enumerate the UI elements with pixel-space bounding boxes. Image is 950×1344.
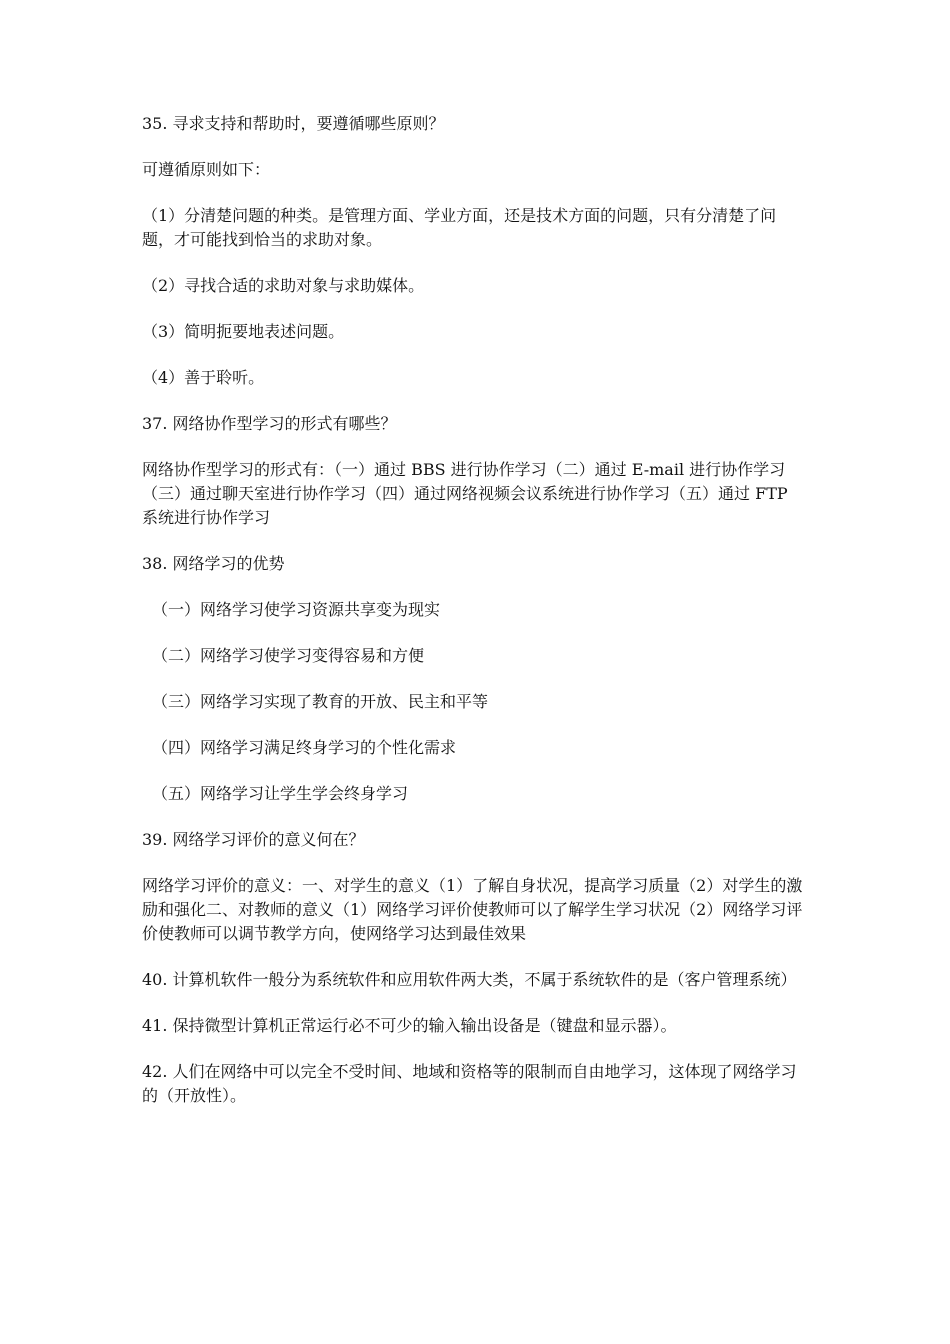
question-35-item-3: （3）简明扼要地表述问题。 [142, 322, 345, 341]
question-39-title: 39. 网络学习评价的意义何在？ [142, 830, 365, 849]
question-37-title: 37. 网络协作型学习的形式有哪些？ [142, 414, 397, 433]
question-37-answer: 网络协作型学习的形式有：（一）通过 BBS 进行协作学习（二）通过 E-mail 进行协作学习（三）通过聊天室进行协作学习（四）通过网络视频会议系统进行协作学习（五）通过 FTP 系统进行协作学习 [142, 460, 788, 527]
question-35-title: 35. 寻求支持和帮助时，要遵循哪些原则？ [142, 114, 445, 133]
question-35-item-4: （4）善于聆听。 [142, 368, 265, 387]
question-42: 42. 人们在网络中可以完全不受时间、地域和资格等的限制而自由地学习，这体现了网络学习的（开放性）。 [142, 1062, 797, 1105]
question-39-answer: 网络学习评价的意义：一、对学生的意义（1）了解自身状况，提高学习质量（2）对学生的激励和强化二、对教师的意义（1）网络学习评价使教师可以了解学生学习状况（2）网络学习评价使教师可以调节教学方向，使网络学习达到最佳效果 [142, 876, 803, 943]
question-38-item-2: （二）网络学习使学习变得容易和方便 [152, 646, 425, 665]
question-38-item-3: （三）网络学习实现了教育的开放、民主和平等 [152, 692, 489, 711]
question-38-item-5: （五）网络学习让学生学会终身学习 [152, 784, 409, 803]
question-38-item-4: （四）网络学习满足终身学习的个性化需求 [152, 738, 457, 757]
document-body [142, 112, 808, 1130]
question-38-title: 38. 网络学习的优势 [142, 554, 285, 573]
question-41: 41. 保持微型计算机正常运行必不可少的输入输出设备是（键盘和显示器）。 [142, 1016, 677, 1035]
question-38-item-1: （一）网络学习使学习资源共享变为现实 [152, 600, 441, 619]
question-35-item-1: （1）分清楚问题的种类。是管理方面、学业方面，还是技术方面的问题，只有分清楚了问题，才可能找到恰当的求助对象。 [142, 206, 777, 249]
question-35-item-2: （2）寻找合适的求助对象与求助媒体。 [142, 276, 425, 295]
question-35-intro: 可遵循原则如下： [142, 160, 271, 179]
question-40: 40. 计算机软件一般分为系统软件和应用软件两大类，不属于系统软件的是（客户管理系统） [142, 970, 797, 989]
